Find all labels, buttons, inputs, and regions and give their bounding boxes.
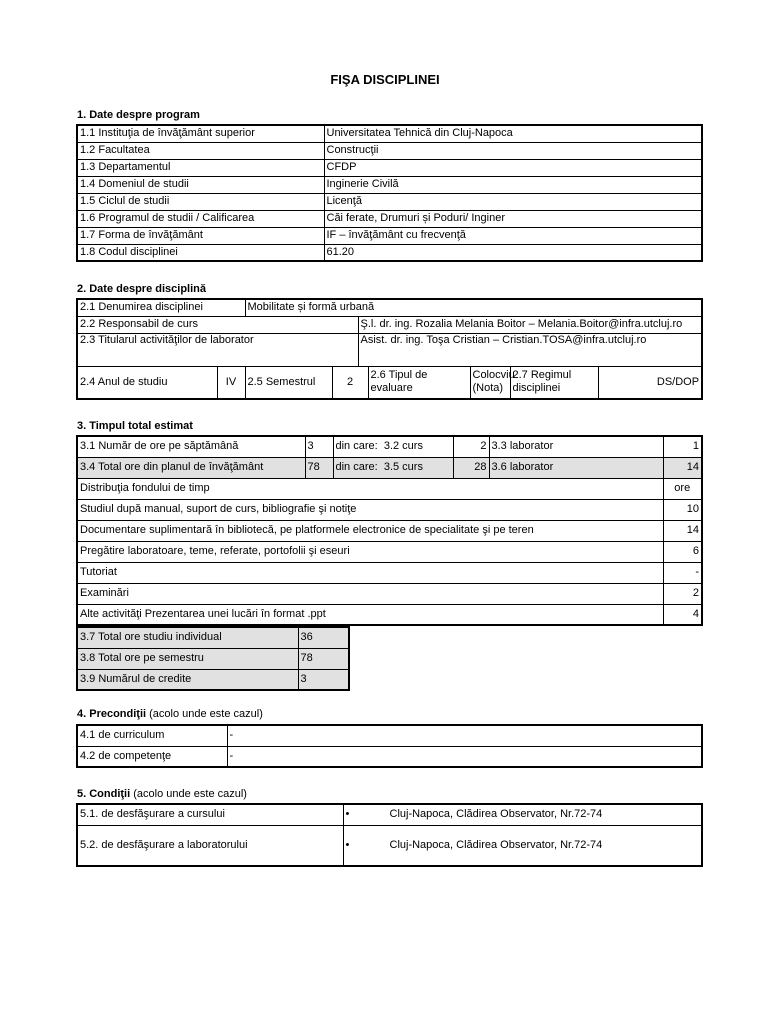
- distribution-row-value: -: [663, 562, 702, 583]
- competence-precondition-value: -: [227, 746, 702, 767]
- total-individual-study-label: 3.7 Total ore studiu individual: [77, 627, 298, 648]
- section-4-heading: 4. Precondiţii (acolo unde este cazul): [77, 708, 263, 720]
- time-table: [76, 435, 703, 626]
- distribution-row-value: 14: [663, 520, 702, 541]
- total-hours-plan-value: 78: [305, 457, 333, 478]
- discipline-regime-value: DS/DOP: [598, 366, 702, 399]
- total-hours-plan-label: 3.4 Total ore din planul de învăţământ: [77, 457, 305, 478]
- distribution-row-label: Tutoriat: [77, 562, 663, 583]
- discipline-regime-label: 2.7 Regimul disciplinei: [510, 366, 598, 399]
- course-conditions-label: 5.1. de desfăşurare a cursului: [77, 804, 343, 825]
- section-1-heading: 1. Date despre program: [77, 109, 200, 121]
- program-label: 1.2 Facultatea: [77, 142, 324, 159]
- hours-per-week-course-value: 2: [453, 436, 489, 457]
- semester-label: 2.5 Semestrul: [245, 366, 332, 399]
- competence-precondition-label: 4.2 de competenţe: [77, 746, 227, 767]
- year-value: IV: [217, 366, 245, 399]
- section-2-heading: 2. Date despre disciplină: [77, 283, 206, 295]
- total-semester-hours-label: 3.8 Total ore pe semestru: [77, 648, 298, 669]
- program-label: 1.1 Instituţia de învăţământ superior: [77, 125, 324, 142]
- section-3-heading: 3. Timpul total estimat: [77, 420, 193, 432]
- semester-value: 2: [332, 366, 368, 399]
- discipline-name-value: Mobilitate și formă urbană: [245, 299, 702, 316]
- program-value: Construcţii: [324, 142, 702, 159]
- program-label: 1.6 Programul de studii / Calificarea: [77, 210, 324, 227]
- bullet-icon: •: [345, 838, 350, 851]
- total-hours-lab-label: 3.6 laborator: [489, 457, 663, 478]
- lab-holder-value: Asist. dr. ing. Toşa Cristian – Cristian.TOSA@infra.utcluj.ro: [358, 333, 702, 366]
- course-responsible-label: 2.2 Responsabil de curs: [77, 316, 358, 333]
- time-distribution-label: Distribuţia fondului de timp: [77, 478, 663, 499]
- program-value: CFDP: [324, 159, 702, 176]
- total-individual-study-value: 36: [298, 627, 349, 648]
- lab-conditions-value: • Cluj-Napoca, Clădirea Observator, Nr.72-74: [343, 825, 702, 866]
- distribution-row-label: Documentare suplimentară în bibliotecă, pe platformele electronice de specialitate şi pe teren: [77, 520, 663, 541]
- credits-value: 3: [298, 669, 349, 690]
- course-responsible-value: Ş.l. dr. ing. Rozalia Melania Boitor – Melania.Boitor@infra.utcluj.ro: [358, 316, 702, 333]
- time-distribution-unit: ore: [663, 478, 702, 499]
- distribution-row-label: Alte activităţi Prezentarea unei lucări în format .ppt: [77, 604, 663, 625]
- lab-conditions-label: 5.2. de desfăşurare a laboratorului: [77, 825, 343, 866]
- totals-table: [76, 626, 350, 691]
- hours-per-week-value: 3: [305, 436, 333, 457]
- distribution-row-value: 4: [663, 604, 702, 625]
- course-conditions-value: • Cluj-Napoca, Clădirea Observator, Nr.72-74: [343, 804, 702, 825]
- program-value: Inginerie Civilă: [324, 176, 702, 193]
- conditions-table: [76, 803, 703, 867]
- program-value: Licenţă: [324, 193, 702, 210]
- document-title: FIŞA DISCIPLINEI: [330, 72, 440, 87]
- hours-per-week-lab-value: 1: [663, 436, 702, 457]
- program-value: 61.20: [324, 244, 702, 261]
- curriculum-precondition-value: -: [227, 725, 702, 746]
- total-semester-hours-value: 78: [298, 648, 349, 669]
- program-table: [76, 124, 703, 262]
- program-label: 1.4 Domeniul de studii: [77, 176, 324, 193]
- program-value: IF – învăţământ cu frecvenţă: [324, 227, 702, 244]
- program-value: Universitatea Tehnică din Cluj-Napoca: [324, 125, 702, 142]
- hours-per-week-label: 3.1 Număr de ore pe săptămână: [77, 436, 305, 457]
- curriculum-precondition-label: 4.1 de curriculum: [77, 725, 227, 746]
- hours-per-week-lab-label: 3.3 laborator: [489, 436, 663, 457]
- program-value: Căi ferate, Drumuri și Poduri/ Inginer: [324, 210, 702, 227]
- program-label: 1.3 Departamentul: [77, 159, 324, 176]
- distribution-row-label: Examinări: [77, 583, 663, 604]
- distribution-row-label: Studiul după manual, suport de curs, bibliografie şi notiţe: [77, 499, 663, 520]
- distribution-row-value: 10: [663, 499, 702, 520]
- program-label: 1.8 Codul disciplinei: [77, 244, 324, 261]
- distribution-row-value: 6: [663, 541, 702, 562]
- section-5-heading: 5. Condiţii (acolo unde este cazul): [77, 788, 247, 800]
- total-hours-course-label: din care: 3.5 curs: [333, 457, 453, 478]
- evaluation-type-label: 2.6 Tipul de evaluare: [368, 366, 470, 399]
- discipline-table: [76, 298, 703, 400]
- total-hours-course-value: 28: [453, 457, 489, 478]
- lab-holder-label: 2.3 Titularul activităţilor de laborator: [77, 333, 358, 366]
- year-label: 2.4 Anul de studiu: [77, 366, 217, 399]
- program-label: 1.5 Ciclul de studii: [77, 193, 324, 210]
- discipline-name-label: 2.1 Denumirea disciplinei: [77, 299, 245, 316]
- preconditions-table: [76, 724, 703, 768]
- program-label: 1.7 Forma de învăţământ: [77, 227, 324, 244]
- hours-per-week-course-label: din care: 3.2 curs: [333, 436, 453, 457]
- evaluation-type-value: Colocviu (Nota): [470, 366, 510, 399]
- distribution-row-label: Pregătire laboratoare, teme, referate, portofolii şi eseuri: [77, 541, 663, 562]
- bullet-icon: •: [345, 808, 350, 821]
- credits-label: 3.9 Numărul de credite: [77, 669, 298, 690]
- total-hours-lab-value: 14: [663, 457, 702, 478]
- distribution-row-value: 2: [663, 583, 702, 604]
